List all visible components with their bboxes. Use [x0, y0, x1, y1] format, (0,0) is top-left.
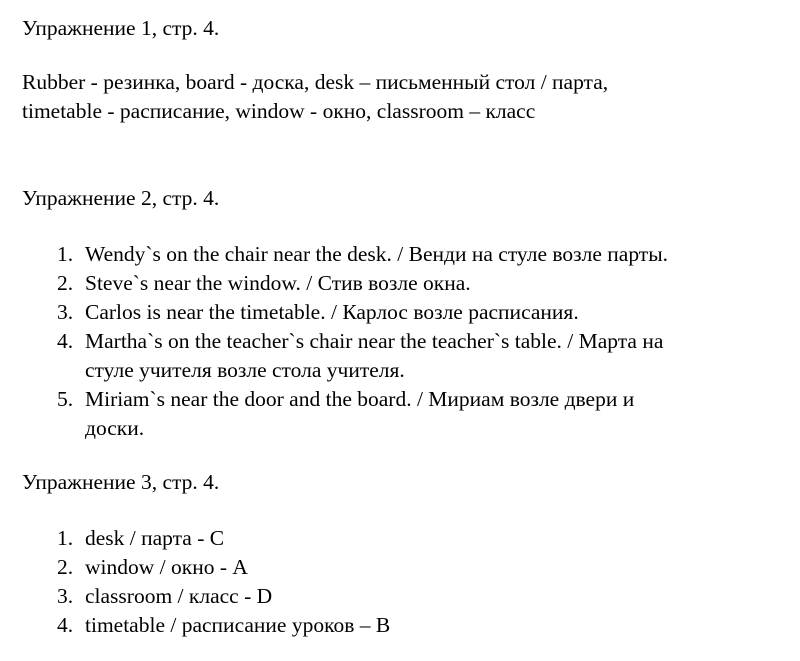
- exercise-2-answer-list: [0, 240, 800, 443]
- exercise-3-answer-list: [0, 524, 800, 640]
- list-item-line: стуле учителя возле стола учителя.: [85, 358, 405, 382]
- exercise-1-vocabulary-paragraph: [22, 68, 762, 126]
- list-item-number: 3.: [57, 300, 74, 324]
- list-item-text: [85, 611, 800, 640]
- list-item-number: 2.: [57, 555, 74, 579]
- list-item-number: 4.: [57, 613, 74, 637]
- list-item-line: Martha`s on the teacher`s chair near the teacher`s table. / Марта на: [85, 329, 664, 353]
- list-item: [0, 582, 800, 611]
- list-item: [0, 240, 800, 269]
- vocabulary-line: Rubber - резинка, board - доска, desk – письменный стол / парта,: [22, 70, 609, 94]
- list-item: [0, 298, 800, 327]
- list-item: [0, 611, 800, 640]
- list-item-number: 1.: [57, 242, 74, 266]
- exercise-1-heading: Упражнение 1, стр. 4.: [22, 16, 220, 40]
- list-item: [0, 524, 800, 553]
- list-item-line: classroom / класс - D: [85, 584, 273, 608]
- list-item-text: [85, 582, 800, 611]
- list-item-number: 5.: [57, 387, 74, 411]
- list-item-number: 2.: [57, 271, 74, 295]
- list-item-text: [85, 385, 800, 443]
- list-item-line: Wendy`s on the chair near the desk. / Венди на стуле возле парты.: [85, 242, 669, 266]
- list-item-text: [85, 327, 800, 385]
- list-item: [0, 327, 800, 385]
- list-item-line: Steve`s near the window. / Стив возле окна.: [85, 271, 471, 295]
- list-item-number: 3.: [57, 584, 74, 608]
- list-item-line: desk / парта - C: [85, 526, 225, 550]
- list-item: [0, 269, 800, 298]
- list-item-number: 4.: [57, 329, 74, 353]
- list-item: [0, 385, 800, 443]
- list-item-line: Carlos is near the timetable. / Карлос возле расписания.: [85, 300, 579, 324]
- vocabulary-line: timetable - расписание, window - окно, classroom – класс: [22, 99, 536, 123]
- exercise-2-heading: Упражнение 2, стр. 4.: [22, 186, 220, 210]
- list-item-text: [85, 298, 800, 327]
- list-item-line: Miriam`s near the door and the board. / Мириам возле двери и: [85, 387, 635, 411]
- list-item-text: [85, 524, 800, 553]
- exercise-3-heading: Упражнение 3, стр. 4.: [22, 470, 220, 494]
- list-item-line: timetable / расписание уроков – B: [85, 613, 391, 637]
- list-item-text: [85, 269, 800, 298]
- list-item-line: window / окно - A: [85, 555, 248, 579]
- list-item-text: [85, 553, 800, 582]
- list-item: [0, 553, 800, 582]
- list-item-text: [85, 240, 800, 269]
- list-item-line: доски.: [85, 416, 145, 440]
- list-item-number: 1.: [57, 526, 74, 550]
